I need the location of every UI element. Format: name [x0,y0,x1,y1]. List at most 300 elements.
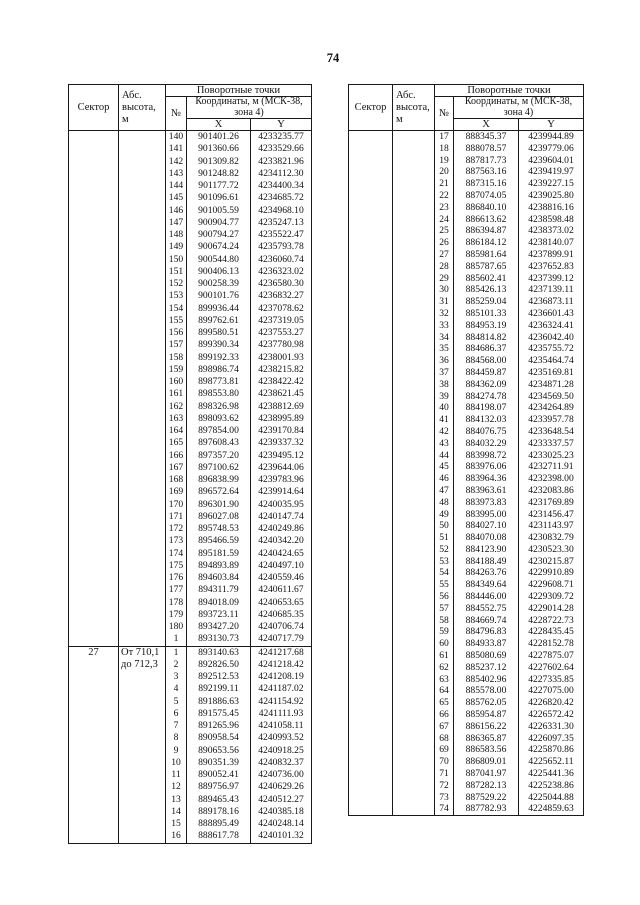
x-coordinate-cell: 883963.61 [454,485,519,497]
point-number-cell: 22 [435,190,454,202]
sector-cell: 27 [69,646,119,843]
point-number-cell: 67 [435,721,454,733]
y-coordinate-cell: 4229309.72 [519,591,584,603]
x-coordinate-cell: 900258.39 [187,278,251,290]
y-coordinate-cell: 4234112.30 [251,168,312,180]
point-number-cell: 39 [435,391,454,403]
y-coordinate-cell: 4238598.48 [519,214,584,226]
turning-points-header: Поворотные точки [435,85,584,97]
y-coordinate-cell: 4237780.98 [251,339,312,351]
point-number-cell: 169 [166,486,187,498]
x-coordinate-cell: 900101.76 [187,290,251,302]
point-number-cell: 13 [166,794,187,806]
x-coordinate-cell: 895466.59 [187,535,251,547]
x-coordinate-cell: 900904.77 [187,217,251,229]
point-number-cell: 149 [166,241,187,253]
point-number-cell: 49 [435,509,454,521]
point-number-cell: 24 [435,214,454,226]
y-coordinate-cell: 4227075.00 [519,685,584,697]
point-number-cell: 36 [435,355,454,367]
turning-points-header: Поворотные точки [166,85,312,97]
x-coordinate-cell: 887563.16 [454,166,519,178]
point-number-cell: 38 [435,379,454,391]
x-coordinate-cell: 893140.63 [187,646,251,659]
y-coordinate-cell: 4235522.47 [251,229,312,241]
x-coordinate-cell: 893130.73 [187,633,251,646]
x-coordinate-cell: 885426.13 [454,284,519,296]
table-row [349,131,584,143]
point-number-cell: 42 [435,426,454,438]
point-number-cell: 179 [166,609,187,621]
y-coordinate-cell: 4225238.86 [519,780,584,792]
y-coordinate-cell: 4233648.54 [519,426,584,438]
point-number-cell: 2 [166,659,187,671]
y-coordinate-cell: 4230215.87 [519,556,584,568]
point-number-cell: 9 [166,745,187,757]
y-coordinate-cell: 4238812.69 [251,401,312,413]
point-number-cell: 46 [435,473,454,485]
x-coordinate-cell: 884796.83 [454,626,519,638]
point-number-cell: 148 [166,229,187,241]
y-coordinate-cell: 4232083.86 [519,485,584,497]
point-number-cell: 155 [166,315,187,327]
x-coordinate-cell: 900674.24 [187,241,251,253]
point-number-cell: 52 [435,544,454,556]
y-coordinate-cell: 4230832.79 [519,532,584,544]
x-coordinate-cell: 885237.12 [454,662,519,674]
point-number-cell: 54 [435,567,454,579]
y-coordinate-cell: 4241217.68 [251,646,312,659]
point-number-cell: 10 [166,757,187,769]
point-number-cell: 16 [166,830,187,843]
point-number-cell: 65 [435,697,454,709]
coordinates-header: Координаты, м (МСК-38, зона 4) [187,97,312,119]
x-coordinate-cell: 900794.27 [187,229,251,241]
x-coordinate-cell: 884070.08 [454,532,519,544]
x-coordinate-cell: 901360.66 [187,143,251,155]
x-coordinate-cell: 890351.39 [187,757,251,769]
abs-height-cell [119,131,166,647]
y-coordinate-cell: 4226097.35 [519,733,584,745]
x-coordinate-cell: 884123.90 [454,544,519,556]
x-coordinate-cell: 886184.12 [454,237,519,249]
y-coordinate-cell: 4225652.11 [519,756,584,768]
x-coordinate-cell: 884552.75 [454,603,519,615]
x-coordinate-cell: 883973.83 [454,497,519,509]
point-number-cell: 180 [166,621,187,633]
x-coordinate-cell: 883976.06 [454,461,519,473]
point-number-cell: 1 [166,646,187,659]
point-number-cell: 20 [435,166,454,178]
y-coordinate-cell: 4238140.07 [519,237,584,249]
point-number-cell: 154 [166,303,187,315]
point-number-cell: 145 [166,192,187,204]
point-number-cell: 43 [435,438,454,450]
y-coordinate-cell: 4224859.63 [519,803,584,815]
point-number-cell: 29 [435,273,454,285]
x-coordinate-cell: 899762.61 [187,315,251,327]
point-number-cell: 63 [435,674,454,686]
y-coordinate-cell: 4239783.96 [251,474,312,486]
y-coordinate-cell: 4237139.11 [519,284,584,296]
x-coordinate-cell: 886365.87 [454,733,519,745]
point-number-cell: 64 [435,685,454,697]
x-coordinate-cell: 890958.54 [187,732,251,744]
x-coordinate-cell: 884953.19 [454,320,519,332]
x-coordinate-cell: 884669.74 [454,615,519,627]
y-coordinate-cell: 4240559.46 [251,572,312,584]
x-coordinate-cell: 891886.63 [187,696,251,708]
y-coordinate-cell: 4228722.73 [519,615,584,627]
y-coordinate-cell: 4235247.13 [251,217,312,229]
point-number-cell: 141 [166,143,187,155]
x-coordinate-cell: 887817.73 [454,155,519,167]
point-number-cell: 28 [435,261,454,273]
x-coordinate-cell: 887074.05 [454,190,519,202]
point-number-cell: 157 [166,339,187,351]
point-number-cell: 50 [435,520,454,532]
y-coordinate-cell: 4234264.89 [519,402,584,414]
x-coordinate-cell: 898326.98 [187,401,251,413]
y-coordinate-cell: 4234400.34 [251,180,312,192]
y-coordinate-cell: 4236323.02 [251,266,312,278]
y-coordinate-cell: 4236601.43 [519,308,584,320]
x-coordinate-cell: 885101.33 [454,308,519,320]
y-coordinate-cell: 4228435.45 [519,626,584,638]
y-coordinate-cell: 4233025.23 [519,450,584,462]
x-coordinate-cell: 885602.41 [454,273,519,285]
x-coordinate-cell: 886840.10 [454,202,519,214]
x-coordinate-cell: 883998.72 [454,450,519,462]
x-coordinate-cell: 884032.29 [454,438,519,450]
point-number-cell: 163 [166,413,187,425]
header-row [349,85,584,97]
y-coordinate-cell: 4240424.65 [251,548,312,560]
point-number-cell: 171 [166,511,187,523]
y-coordinate-cell: 4240685.35 [251,609,312,621]
x-coordinate-cell: 899390.34 [187,339,251,351]
point-number-cell: 3 [166,671,187,683]
point-number-cell: 173 [166,535,187,547]
x-coordinate-cell: 896838.99 [187,474,251,486]
x-coordinate-cell: 901005.59 [187,205,251,217]
y-coordinate-cell: 4239644.06 [251,462,312,474]
y-coordinate-cell: 4240736.00 [251,769,312,781]
x-coordinate-cell: 901248.82 [187,168,251,180]
y-coordinate-cell: 4225441.36 [519,768,584,780]
point-number-cell: 176 [166,572,187,584]
point-number-cell: 156 [166,327,187,339]
right-table-header [349,85,584,131]
point-number-cell: 41 [435,414,454,426]
y-coordinate-cell: 4241187.02 [251,683,312,695]
x-coordinate-cell: 889756.97 [187,781,251,793]
x-coordinate-cell: 897357.20 [187,450,251,462]
x-coordinate-cell: 901401.26 [187,131,251,144]
x-coordinate-cell: 884274.78 [454,391,519,403]
sector-cell [69,131,119,647]
point-number-cell: 167 [166,462,187,474]
x-coordinate-cell: 897854.00 [187,425,251,437]
y-coordinate-cell: 4241111.93 [251,708,312,720]
x-coordinate-cell: 899936.44 [187,303,251,315]
y-coordinate-cell: 4226572.42 [519,709,584,721]
x-coordinate-cell: 887315.16 [454,178,519,190]
x-header: X [187,119,251,131]
x-coordinate-cell: 898553.80 [187,388,251,400]
x-coordinate-cell: 892512.53 [187,671,251,683]
x-coordinate-cell: 899580.51 [187,327,251,339]
x-coordinate-cell: 901096.61 [187,192,251,204]
y-coordinate-cell: 4240249.86 [251,523,312,535]
point-number-cell: 7 [166,720,187,732]
y-coordinate-cell: 4229608.71 [519,579,584,591]
point-number-cell: 12 [166,781,187,793]
x-coordinate-cell: 883964.36 [454,473,519,485]
y-coordinate-cell: 4240497.10 [251,560,312,572]
x-coordinate-cell: 887782.93 [454,803,519,815]
point-number-cell: 153 [166,290,187,302]
point-number-cell: 143 [166,168,187,180]
y-coordinate-cell: 4238001.93 [251,352,312,364]
y-coordinate-cell: 4231143.97 [519,520,584,532]
point-number-header: № [435,97,454,131]
y-coordinate-cell: 4240918.25 [251,745,312,757]
y-coordinate-cell: 4238621.45 [251,388,312,400]
y-coordinate-cell: 4236042.40 [519,332,584,344]
x-coordinate-cell: 897608.43 [187,437,251,449]
y-coordinate-cell: 4231769.89 [519,497,584,509]
point-number-cell: 45 [435,461,454,473]
point-number-cell: 175 [166,560,187,572]
table-row [69,646,312,659]
y-coordinate-cell: 4239419.97 [519,166,584,178]
y-coordinate-cell: 4239227.15 [519,178,584,190]
left-table-body [69,131,312,844]
point-number-cell: 34 [435,332,454,344]
point-number-cell: 5 [166,696,187,708]
x-coordinate-cell: 900544.80 [187,254,251,266]
x-coordinate-cell: 887282.13 [454,780,519,792]
y-coordinate-cell: 4237319.05 [251,315,312,327]
point-number-cell: 74 [435,803,454,815]
point-number-cell: 47 [435,485,454,497]
y-coordinate-cell: 4240629.26 [251,781,312,793]
point-number-cell: 152 [166,278,187,290]
x-coordinate-cell: 885080.69 [454,650,519,662]
point-number-cell: 151 [166,266,187,278]
point-number-cell: 164 [166,425,187,437]
point-number-cell: 51 [435,532,454,544]
point-number-cell: 158 [166,352,187,364]
y-coordinate-cell: 4232398.00 [519,473,584,485]
x-coordinate-cell: 888078.57 [454,143,519,155]
left-coordinates-table [68,84,312,844]
point-number-cell: 150 [166,254,187,266]
y-coordinate-cell: 4238816.16 [519,202,584,214]
x-coordinate-cell: 893723.11 [187,609,251,621]
x-coordinate-cell: 884349.64 [454,579,519,591]
point-number-cell: 178 [166,597,187,609]
point-number-cell: 144 [166,180,187,192]
table-row [69,131,312,144]
y-coordinate-cell: 4240706.74 [251,621,312,633]
y-coordinate-cell: 4240101.32 [251,830,312,843]
y-coordinate-cell: 4233957.78 [519,414,584,426]
point-number-cell: 72 [435,780,454,792]
x-coordinate-cell: 885981.64 [454,249,519,261]
point-number-cell: 147 [166,217,187,229]
point-number-cell: 60 [435,638,454,650]
y-coordinate-cell: 4235464.74 [519,355,584,367]
x-coordinate-cell: 898986.74 [187,364,251,376]
x-coordinate-cell: 896027.08 [187,511,251,523]
point-number-cell: 68 [435,733,454,745]
x-coordinate-cell: 884446.00 [454,591,519,603]
point-number-cell: 19 [435,155,454,167]
point-number-cell: 160 [166,376,187,388]
y-coordinate-cell: 4227875.07 [519,650,584,662]
y-coordinate-cell: 4240385.18 [251,806,312,818]
point-number-cell: 21 [435,178,454,190]
abs-height-header-label: Абс. высота, м [396,89,430,125]
x-coordinate-cell: 886583.56 [454,744,519,756]
point-number-cell: 161 [166,388,187,400]
y-coordinate-cell: 4229910.89 [519,567,584,579]
x-coordinate-cell: 889465.43 [187,794,251,806]
y-header: Y [519,119,584,131]
abs-height-header [393,85,435,131]
x-coordinate-cell: 896301.90 [187,499,251,511]
x-coordinate-cell: 884814.82 [454,332,519,344]
y-coordinate-cell: 4229014.28 [519,603,584,615]
x-coordinate-cell: 885578.00 [454,685,519,697]
y-coordinate-cell: 4233529.66 [251,143,312,155]
point-number-cell: 1 [166,633,187,646]
x-coordinate-cell: 884132.03 [454,414,519,426]
x-coordinate-cell: 884027.10 [454,520,519,532]
y-coordinate-cell: 4240611.67 [251,584,312,596]
y-coordinate-cell: 4236060.74 [251,254,312,266]
point-number-cell: 44 [435,450,454,462]
y-coordinate-cell: 4238215.82 [251,364,312,376]
x-coordinate-cell: 896572.64 [187,486,251,498]
left-table-header [69,85,312,131]
y-coordinate-cell: 4228152.78 [519,638,584,650]
x-coordinate-cell: 885259.04 [454,296,519,308]
x-coordinate-cell: 886394.87 [454,225,519,237]
y-coordinate-cell: 4237078.62 [251,303,312,315]
point-number-cell: 4 [166,683,187,695]
y-coordinate-cell: 4240035.95 [251,499,312,511]
abs-height-header [119,85,166,131]
x-coordinate-cell: 884076.75 [454,426,519,438]
point-number-cell: 170 [166,499,187,511]
x-coordinate-cell: 892826.50 [187,659,251,671]
x-coordinate-cell: 884362.09 [454,379,519,391]
y-coordinate-cell: 4234871.28 [519,379,584,391]
point-number-cell: 33 [435,320,454,332]
point-number-cell: 23 [435,202,454,214]
y-coordinate-cell: 4240512.27 [251,794,312,806]
x-coordinate-cell: 884198.07 [454,402,519,414]
point-number-cell: 53 [435,556,454,568]
point-number-cell: 35 [435,343,454,355]
point-number-cell: 26 [435,237,454,249]
x-coordinate-cell: 885762.05 [454,697,519,709]
x-coordinate-cell: 886156.22 [454,721,519,733]
x-header: X [454,119,519,131]
y-coordinate-cell: 4227335.85 [519,674,584,686]
point-number-cell: 66 [435,709,454,721]
y-coordinate-cell: 4233235.77 [251,131,312,144]
y-coordinate-cell: 4239779.06 [519,143,584,155]
x-coordinate-cell: 885787.65 [454,261,519,273]
y-coordinate-cell: 4236832.27 [251,290,312,302]
point-number-cell: 166 [166,450,187,462]
x-coordinate-cell: 898773.81 [187,376,251,388]
y-header: Y [251,119,312,131]
right-coordinates-table [348,84,584,816]
point-number-cell: 162 [166,401,187,413]
point-number-cell: 172 [166,523,187,535]
y-coordinate-cell: 4234569.50 [519,391,584,403]
y-coordinate-cell: 4239337.32 [251,437,312,449]
y-coordinate-cell: 4240248.14 [251,818,312,830]
x-coordinate-cell: 891265.96 [187,720,251,732]
y-coordinate-cell: 4233337.57 [519,438,584,450]
point-number-cell: 69 [435,744,454,756]
y-coordinate-cell: 4237899.91 [519,249,584,261]
point-number-cell: 37 [435,367,454,379]
x-coordinate-cell: 897100.62 [187,462,251,474]
point-number-cell: 70 [435,756,454,768]
sector-header: Сектор [349,85,393,131]
point-number-cell: 177 [166,584,187,596]
y-coordinate-cell: 4241058.11 [251,720,312,732]
point-number-cell: 32 [435,308,454,320]
x-coordinate-cell: 894018.09 [187,597,251,609]
y-coordinate-cell: 4240342.20 [251,535,312,547]
x-coordinate-cell: 884459.87 [454,367,519,379]
point-number-cell: 165 [166,437,187,449]
point-number-cell: 61 [435,650,454,662]
page-number: 74 [326,51,340,65]
point-number-cell: 174 [166,548,187,560]
y-coordinate-cell: 4234685.72 [251,192,312,204]
y-coordinate-cell: 4237652.83 [519,261,584,273]
x-coordinate-cell: 900406.13 [187,266,251,278]
y-coordinate-cell: 4241154.92 [251,696,312,708]
point-number-cell: 48 [435,497,454,509]
x-coordinate-cell: 883995.00 [454,509,519,521]
y-coordinate-cell: 4238422.42 [251,376,312,388]
y-coordinate-cell: 4239944.89 [519,131,584,143]
y-coordinate-cell: 4230523.30 [519,544,584,556]
y-coordinate-cell: 4236324.41 [519,320,584,332]
y-coordinate-cell: 4238995.89 [251,413,312,425]
x-coordinate-cell: 884933.87 [454,638,519,650]
point-number-cell: 6 [166,708,187,720]
x-coordinate-cell: 894893.89 [187,560,251,572]
point-number-cell: 18 [435,143,454,155]
point-number-cell: 58 [435,615,454,627]
x-coordinate-cell: 901177.72 [187,180,251,192]
point-number-cell: 59 [435,626,454,638]
y-coordinate-cell: 4241218.42 [251,659,312,671]
point-number-cell: 40 [435,402,454,414]
point-number-cell: 15 [166,818,187,830]
